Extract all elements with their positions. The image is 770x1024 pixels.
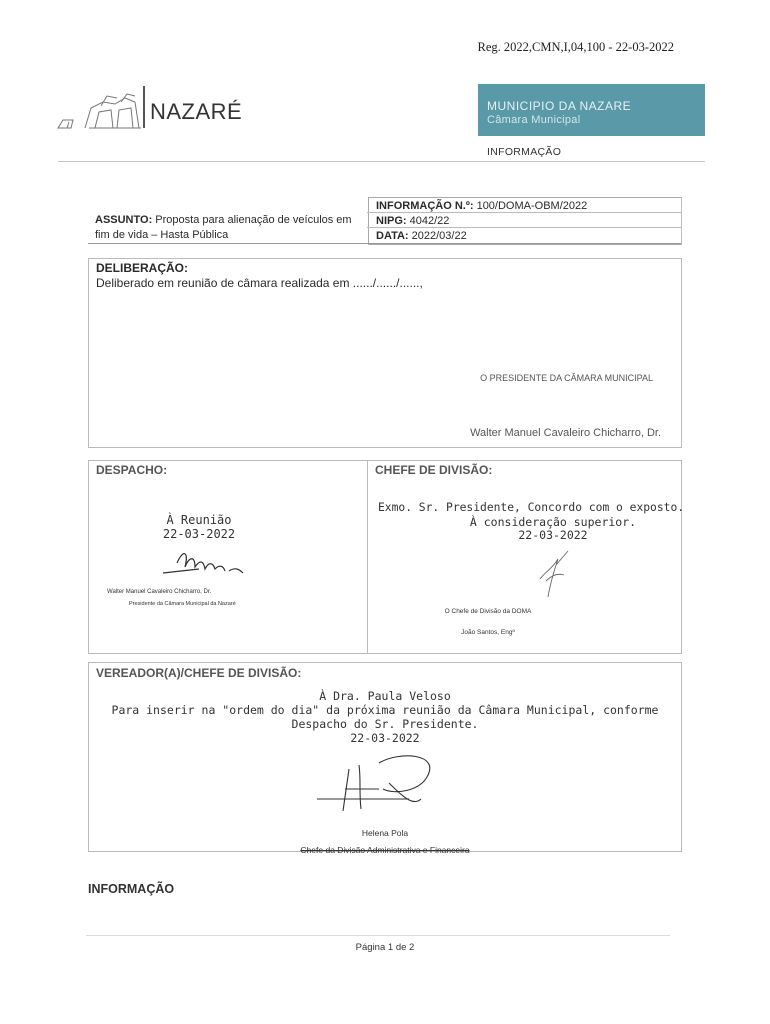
despacho-box xyxy=(88,460,368,654)
despacho-signer-role: Presidente da Câmara Municipal da Nazaré xyxy=(129,601,236,607)
vereador-box xyxy=(88,662,682,855)
registration-stamp: Reg. 2022,CMN,I,04,100 - 22-03-2022 xyxy=(477,40,674,54)
vereador-signature-icon xyxy=(309,749,449,819)
vereador-title: VEREADOR(A)/CHEFE DE DIVISÃO: xyxy=(96,666,302,680)
president-title: O PRESIDENTE DA CÂMARA MUNICIPAL xyxy=(480,373,653,383)
subject-line-1 xyxy=(95,214,352,226)
nipg-value: 4042/22 xyxy=(406,215,450,227)
deliberacao-box xyxy=(88,258,682,448)
header-divider xyxy=(58,161,705,162)
despacho-line-1: À Reunião xyxy=(166,513,232,527)
info-block xyxy=(368,197,682,245)
deliberacao-text: Deliberado em reunião de câmara realizada em ....../....../......, xyxy=(96,276,423,290)
document-type: INFORMAÇÃO xyxy=(487,146,562,158)
chefe-signature-icon xyxy=(528,545,588,605)
chefe-line-1: Exmo. Sr. Presidente, Concordo com o exposto. xyxy=(378,501,685,514)
date-label: DATA: xyxy=(376,230,409,242)
logo-divider xyxy=(143,86,145,128)
vereador-line-2: Para inserir na "ordem do dia" da próxima reunião da Câmara Municipal, conforme xyxy=(111,703,659,717)
date-value: 2022/03/22 xyxy=(408,230,467,242)
municipality-name: MUNICIPIO DA NAZARE xyxy=(487,99,632,113)
body-section-title: INFORMAÇÃO xyxy=(88,882,175,896)
subject-text-1: Proposta para alienação de veículos em xyxy=(152,214,352,226)
municipality-subtitle: Câmara Municipal xyxy=(487,114,581,126)
info-number-label: INFORMAÇÃO N.º: xyxy=(376,200,474,212)
vereador-signer-role: Chefe da Divisão Administrativa e Financeira xyxy=(300,845,470,855)
chefe-signer-name: João Santos, Engº xyxy=(461,629,515,636)
chefe-signer-role: O Chefe de Divisão da DOMA xyxy=(444,608,532,615)
info-block-bottom xyxy=(88,243,681,244)
subject-box xyxy=(88,197,367,243)
subject-text-2: fim de vida – Hasta Pública xyxy=(95,229,229,241)
chefe-divisao-title: CHEFE DE DIVISÃO: xyxy=(375,463,493,477)
despacho-signature-icon xyxy=(159,543,279,583)
logo-wordmark: NAZARÉ xyxy=(150,99,243,124)
chefe-divisao-box xyxy=(367,460,685,654)
vereador-line-1: À Dra. Paula Veloso xyxy=(319,689,451,703)
despacho-title: DESPACHO: xyxy=(96,463,168,477)
vereador-line-3: Despacho do Sr. Presidente. xyxy=(291,717,479,731)
vereador-signer-name: Helena Pola xyxy=(361,828,409,838)
subject-label: ASSUNTO: xyxy=(95,214,153,226)
despacho-line-2: 22-03-2022 xyxy=(162,527,236,541)
chefe-line-3: 22-03-2022 xyxy=(518,528,588,542)
footer-divider xyxy=(86,935,670,936)
info-number-value: 100/DOMA-OBM/2022 xyxy=(473,200,588,212)
nipg-label: NIPG: xyxy=(376,215,407,227)
info-row-divider-1 xyxy=(367,212,681,213)
deliberacao-title: DELIBERAÇÃO: xyxy=(96,261,188,275)
page-number: Página 1 de 2 xyxy=(355,942,415,953)
despacho-signer-name: Walter Manuel Cavaleiro Chicharro, Dr. xyxy=(107,589,212,595)
vereador-line-4: 22-03-2022 xyxy=(350,731,420,745)
president-name: Walter Manuel Cavaleiro Chicharro, Dr. xyxy=(470,427,661,439)
info-row-divider-2 xyxy=(367,227,681,228)
chefe-line-2: À consideração superior. xyxy=(469,515,637,529)
